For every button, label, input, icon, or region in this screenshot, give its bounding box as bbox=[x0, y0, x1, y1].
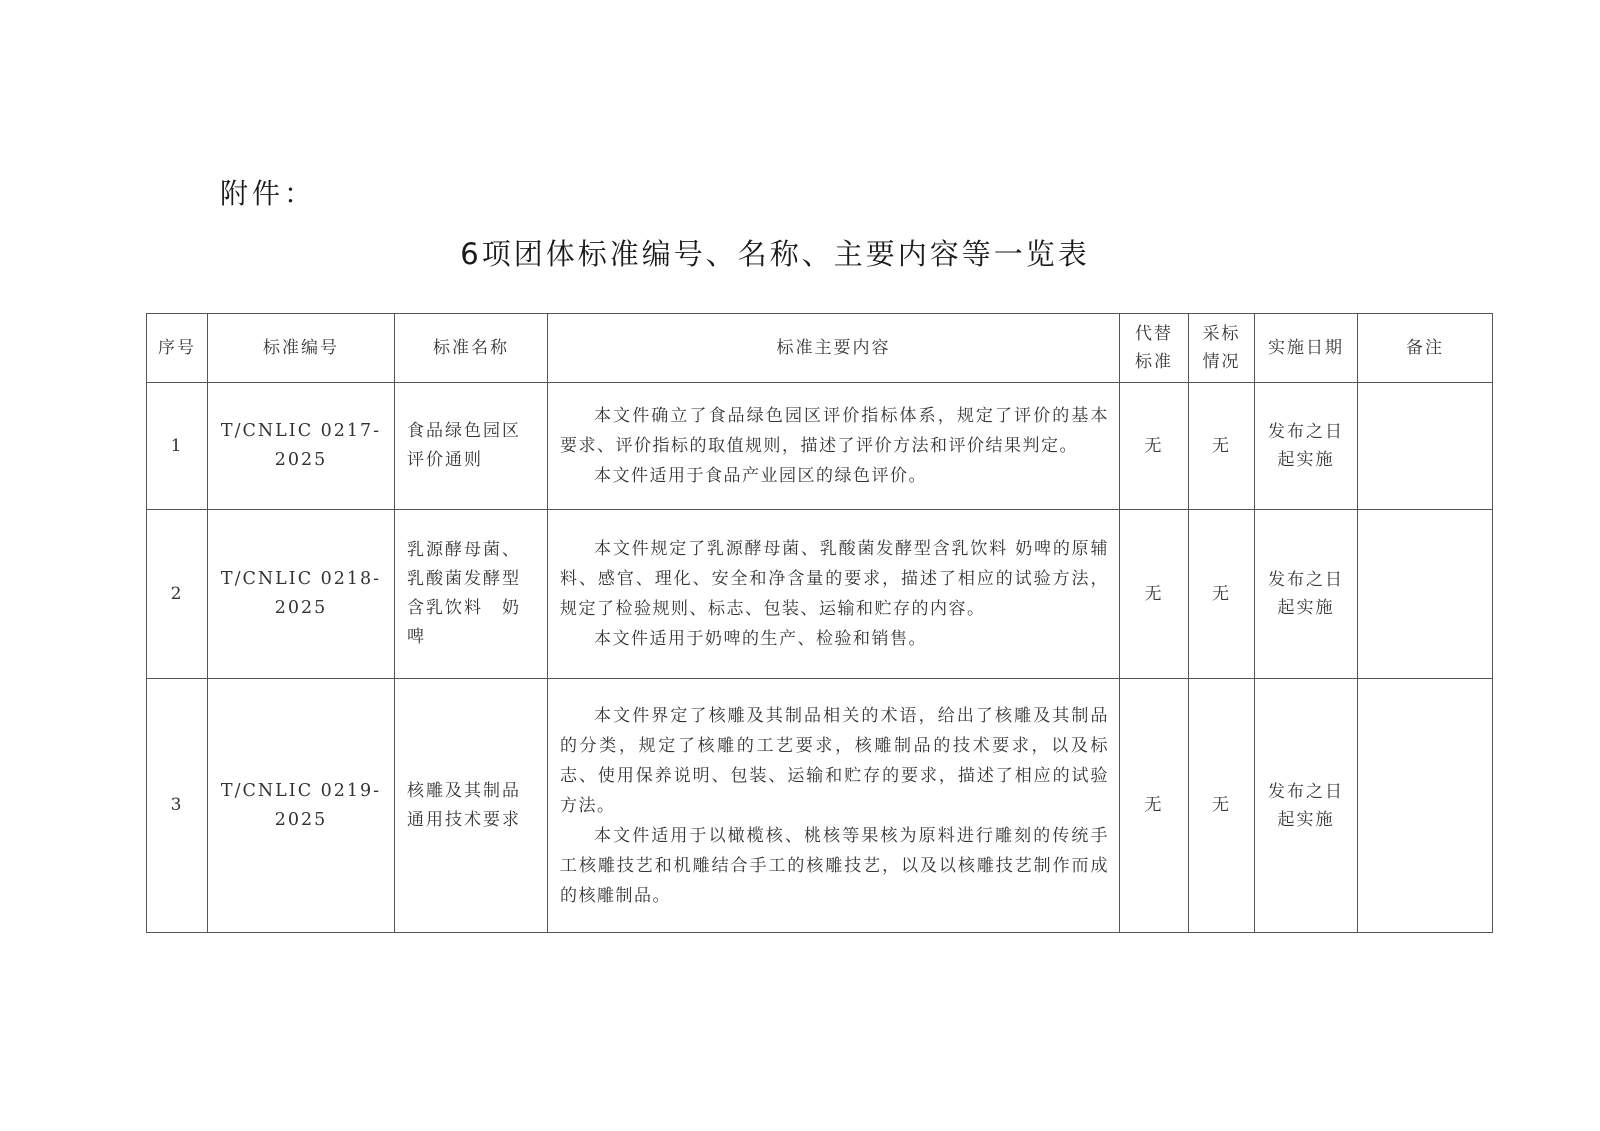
cell-remark bbox=[1358, 679, 1493, 933]
cell-adopt: 无 bbox=[1189, 383, 1255, 510]
cell-replace: 无 bbox=[1120, 510, 1189, 679]
header-code: 标准编号 bbox=[208, 314, 395, 383]
cell-replace: 无 bbox=[1120, 679, 1189, 933]
cell-date bbox=[1255, 510, 1358, 679]
cell-code: T/CNLIC 0218-2025 bbox=[208, 510, 395, 679]
table-header-row bbox=[147, 314, 1493, 383]
cell-seq: 2 bbox=[147, 510, 208, 679]
header-remark: 备注 bbox=[1358, 314, 1493, 383]
standards-table bbox=[146, 313, 1493, 933]
document-title bbox=[0, 232, 1600, 273]
header-seq: 序号 bbox=[147, 314, 208, 383]
cell-remark bbox=[1358, 510, 1493, 679]
header-replace-line1: 代替 bbox=[1135, 324, 1173, 344]
header-name: 标准名称 bbox=[395, 314, 548, 383]
cell-adopt: 无 bbox=[1189, 510, 1255, 679]
cell-adopt: 无 bbox=[1189, 679, 1255, 933]
content-paragraph: 本文件界定了核雕及其制品相关的术语，给出了核雕及其制品的分类，规定了核雕的工艺要求，核雕制品的技术要求，以及标志、使用保养说明、包装、运输和贮存的要求，描述了相应的试验方法。 bbox=[560, 705, 1109, 816]
table-row bbox=[147, 679, 1493, 933]
cell-content bbox=[548, 510, 1120, 679]
cell-remark bbox=[1358, 383, 1493, 510]
document-title-text: 6项团体标准编号、名称、主要内容等一览表 bbox=[460, 237, 1090, 271]
cell-content bbox=[548, 383, 1120, 510]
header-adopt-line2: 情况 bbox=[1202, 352, 1241, 372]
cell-code: T/CNLIC 0217-2025 bbox=[208, 383, 395, 510]
date-line2: 起实施 bbox=[1277, 450, 1335, 470]
date-line2: 起实施 bbox=[1277, 598, 1335, 618]
date-line1: 发布之日 bbox=[1268, 422, 1344, 442]
cell-name: 核雕及其制品通用技术要求 bbox=[395, 679, 548, 933]
cell-seq: 1 bbox=[147, 383, 208, 510]
content-paragraph: 本文件适用于奶啤的生产、检验和销售。 bbox=[594, 629, 927, 649]
header-content: 标准主要内容 bbox=[548, 314, 1120, 383]
cell-name: 食品绿色园区评价通则 bbox=[395, 383, 548, 510]
cell-code: T/CNLIC 0219-2025 bbox=[208, 679, 395, 933]
table-row bbox=[147, 383, 1493, 510]
header-adopt bbox=[1189, 314, 1255, 383]
content-paragraph: 本文件适用于食品产业园区的绿色评价。 bbox=[594, 466, 927, 486]
date-line1: 发布之日 bbox=[1268, 570, 1344, 590]
header-date: 实施日期 bbox=[1255, 314, 1358, 383]
content-paragraph: 本文件规定了乳源酵母菌、乳酸菌发酵型含乳饮料 奶啤的原辅料、感官、理化、安全和净含量的要求，描述了相应的试验方法，规定了检验规则、标志、包装、运输和贮存的内容。 bbox=[560, 539, 1109, 619]
content-paragraph: 本文件确立了食品绿色园区评价指标体系，规定了评价的基本要求、评价指标的取值规则，描述了评价方法和评价结果判定。 bbox=[560, 406, 1109, 456]
header-adopt-line1: 采标 bbox=[1202, 324, 1241, 344]
content-paragraph: 本文件适用于以橄榄核、桃核等果核为原料进行雕刻的传统手工核雕技艺和机雕结合手工的核雕技艺，以及以核雕技艺制作而成的核雕制品。 bbox=[560, 825, 1109, 906]
date-line2: 起实施 bbox=[1277, 809, 1335, 830]
attachment-label: 附件： bbox=[220, 177, 317, 210]
header-replace-line2: 标准 bbox=[1135, 352, 1173, 372]
cell-seq: 3 bbox=[147, 679, 208, 933]
header-replace bbox=[1120, 314, 1189, 383]
cell-date bbox=[1255, 679, 1358, 933]
cell-date bbox=[1255, 383, 1358, 510]
cell-replace: 无 bbox=[1120, 383, 1189, 510]
date-line1: 发布之日 bbox=[1268, 781, 1344, 802]
cell-content bbox=[548, 679, 1120, 933]
table-row bbox=[147, 510, 1493, 679]
cell-name: 乳源酵母菌、乳酸菌发酵型含乳饮料 奶啤 bbox=[395, 510, 548, 679]
